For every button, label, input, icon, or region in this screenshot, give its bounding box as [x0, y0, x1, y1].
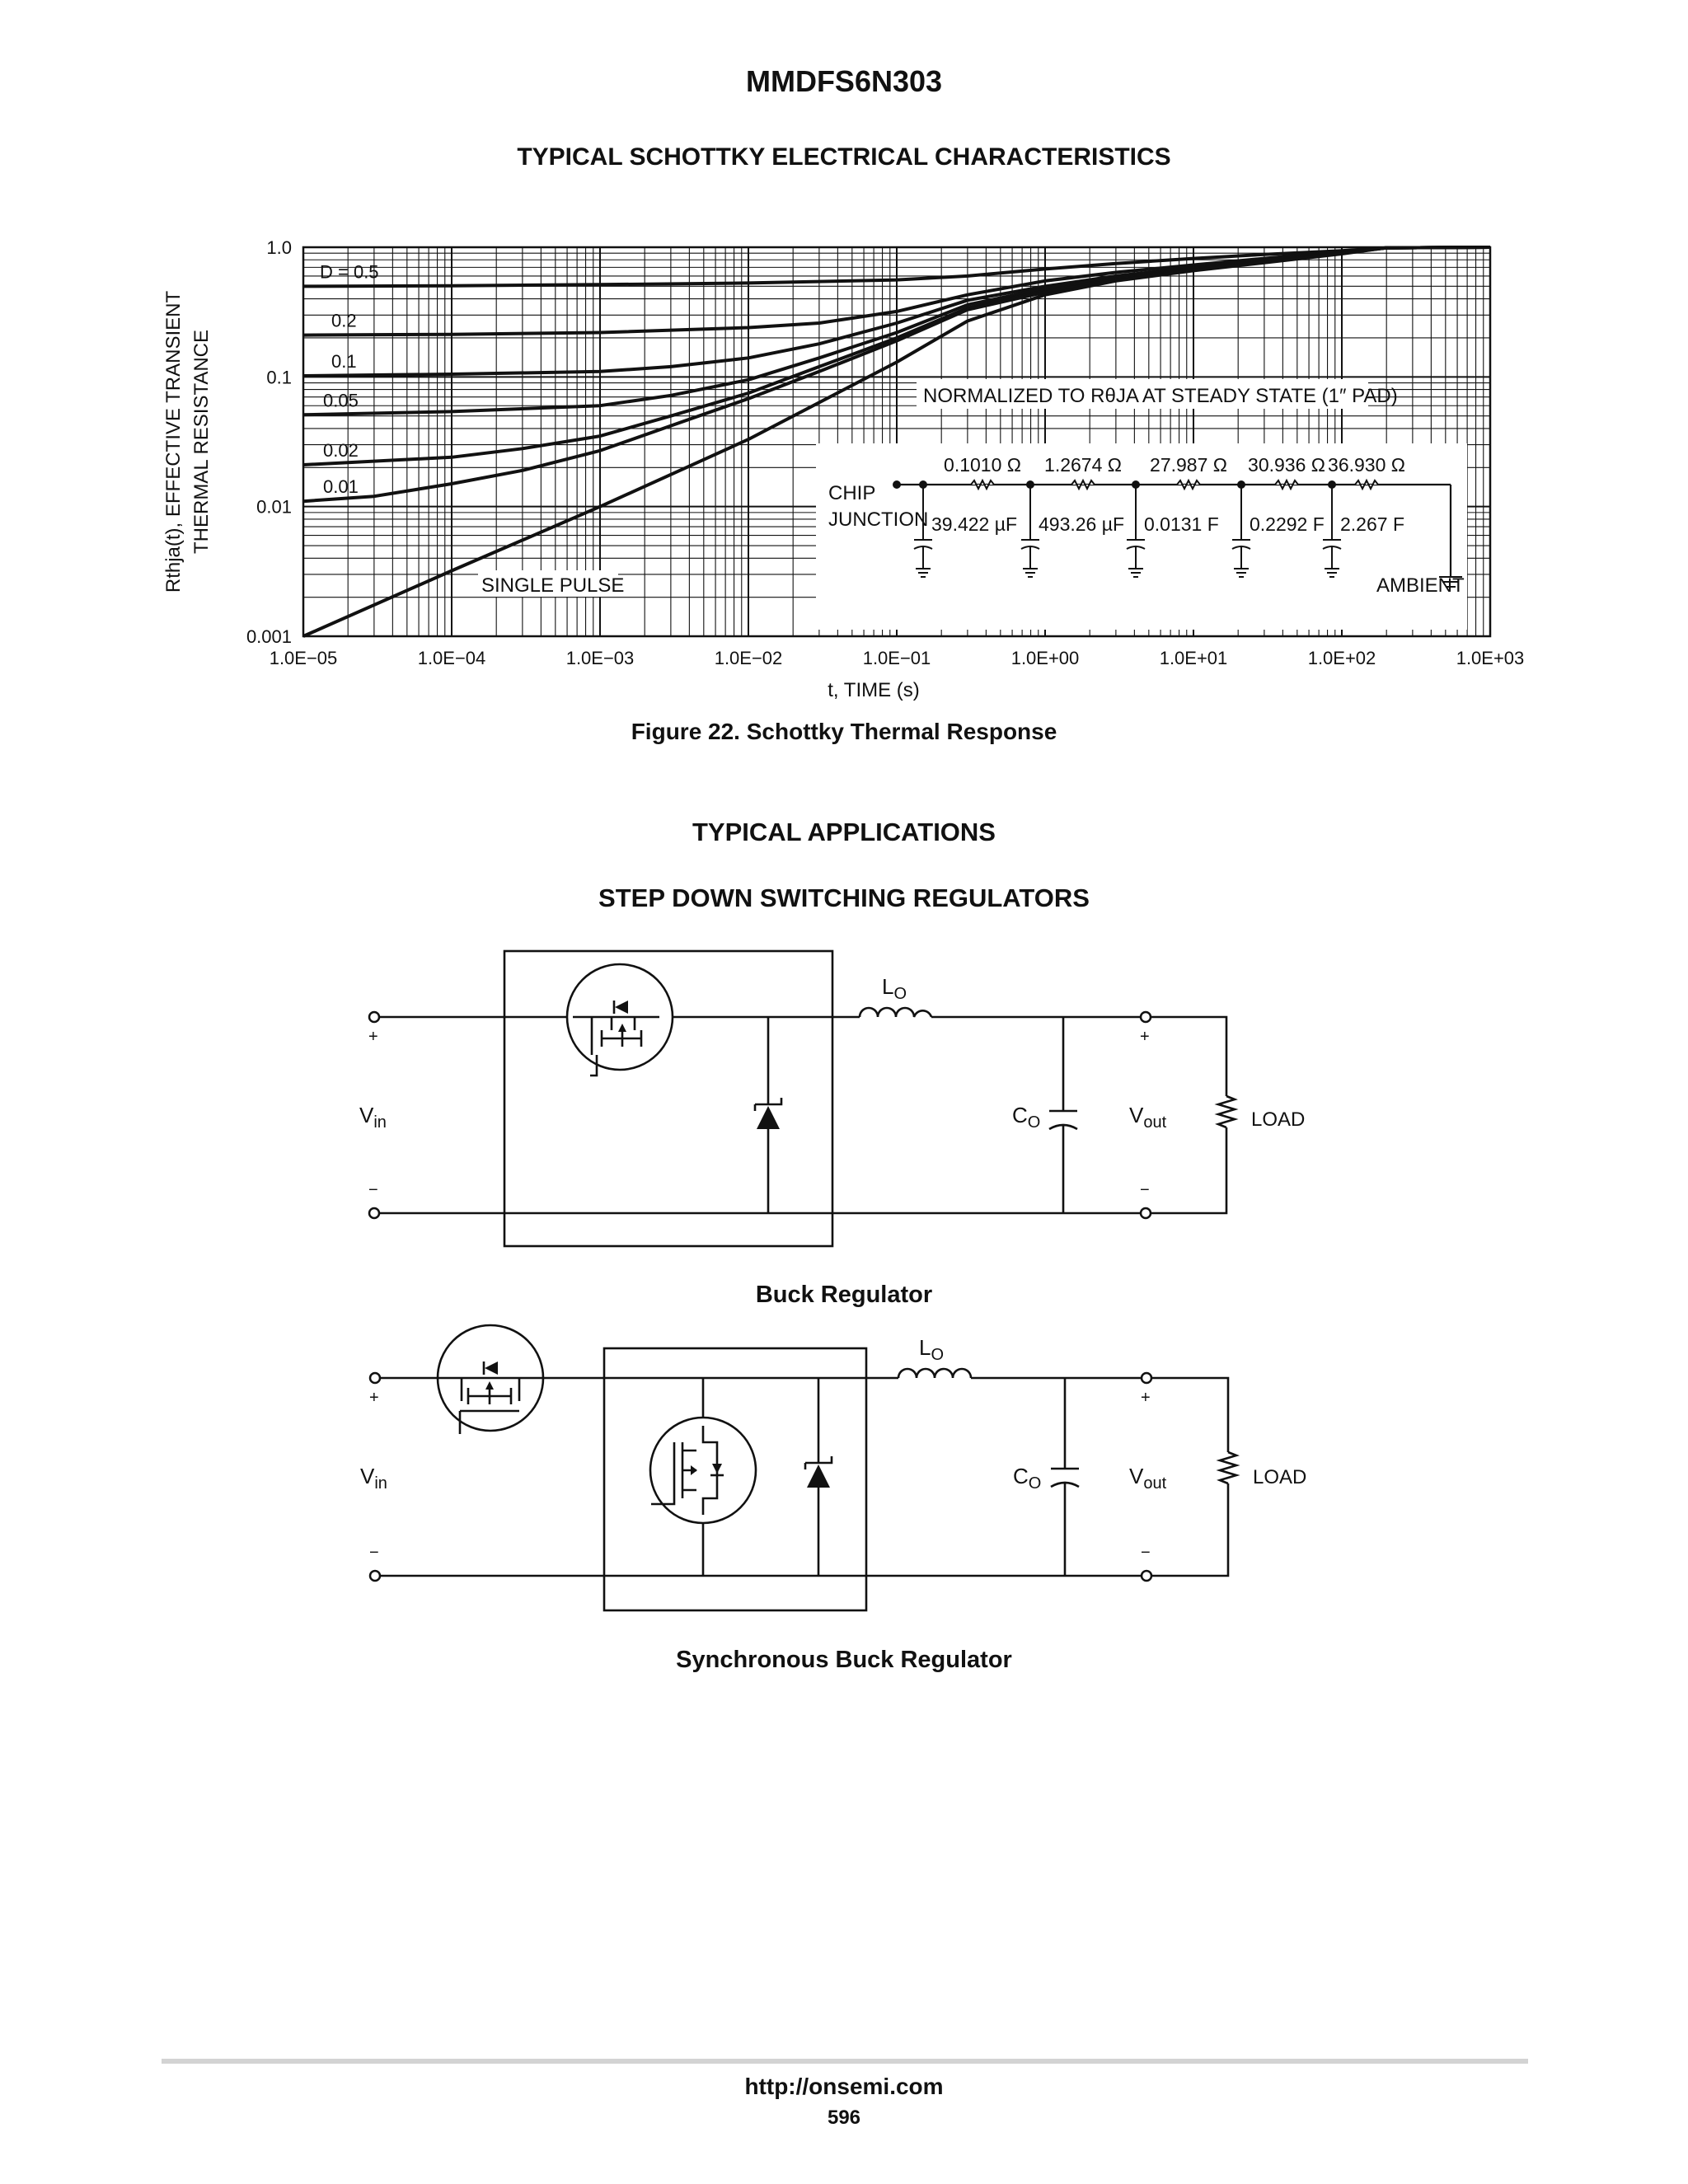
x-tick-label: 1.0E−03: [565, 648, 635, 668]
x-tick-label: 1.0E−02: [714, 648, 783, 668]
sync-cap-label: $C_O$: [1013, 1464, 1042, 1493]
document-title: MMDFS6N303: [745, 64, 943, 98]
series-label: D = 0.5: [320, 261, 379, 283]
buck-vout-minus: −: [1140, 1181, 1150, 1199]
y-tick-labels: [246, 237, 292, 647]
buck-vout-label: $V_{out}$: [1129, 1103, 1167, 1132]
x-tick-label: 1.0E+02: [1307, 648, 1376, 668]
resistor-label: 36.930 Ω: [1328, 454, 1405, 476]
capacitor-label: 39.422 µF: [931, 513, 1018, 535]
x-tick-label: 1.0E−04: [417, 648, 486, 668]
normalized-label: NORMALIZED TO RθJA AT STEADY STATE (1″ PAD): [923, 385, 1398, 407]
buck-inductor-label: $L_O$: [882, 974, 907, 1003]
sync-highside-mosfet: [437, 1325, 544, 1434]
sync-buck-caption: Synchronous Buck Regulator: [676, 1647, 1012, 1673]
sync-vout-plus-terminal: [1142, 1373, 1151, 1383]
figure-caption: Figure 22. Schottky Thermal Response: [631, 719, 1057, 744]
ambient-label: AMBIENT: [1376, 574, 1465, 597]
capacitor-label: 0.2292 F: [1250, 513, 1325, 535]
sync-vin-minus: −: [369, 1544, 379, 1562]
buck-vin-plus-terminal: [369, 1012, 379, 1022]
capacitor-label: 2.267 F: [1340, 513, 1404, 535]
series-label: 0.2: [331, 310, 357, 331]
sync-vout-plus: +: [1141, 1389, 1151, 1407]
sync-vout-label: $V_{out}$: [1129, 1464, 1167, 1493]
sync-vin-minus-terminal: [370, 1571, 380, 1581]
page-number: 596: [827, 2107, 861, 2129]
y-tick-label: 0.01: [256, 496, 292, 518]
sync-vin-label: $V_{in}$: [360, 1464, 387, 1493]
series-label: 0.1: [331, 350, 357, 372]
x-tick-label: 1.0E−01: [862, 648, 931, 668]
series-label: 0.01: [323, 476, 359, 498]
buck-vin-plus: +: [368, 1028, 378, 1046]
y-tick-label: 0.1: [266, 367, 292, 388]
sync-inductor-label: $L_O$: [919, 1335, 945, 1364]
capacitor-label: 493.26 µF: [1039, 513, 1125, 535]
chip-label: CHIP: [828, 482, 876, 504]
x-axis-label: t, TIME (s): [828, 679, 920, 701]
x-tick-label: 1.0E−05: [269, 648, 338, 668]
x-tick-label: 1.0E+03: [1456, 648, 1525, 668]
y-axis-label-line2: THERMAL RESISTANCE: [190, 329, 213, 555]
resistor-label: 30.936 Ω: [1248, 454, 1325, 476]
series-label: 0.05: [323, 390, 359, 411]
sync-load-label: LOAD: [1253, 1466, 1307, 1488]
y-tick-label: 0.001: [246, 626, 292, 647]
sync-vout-minus-terminal: [1142, 1571, 1151, 1581]
rc-network-inset: [816, 443, 1467, 630]
buck-vin-label: $V_{in}$: [359, 1103, 387, 1132]
buck-vout-minus-terminal: [1141, 1208, 1151, 1218]
resistor-label: 27.987 Ω: [1150, 454, 1227, 476]
thermal-response-chart: [0, 0, 1688, 725]
buck-vout-plus: +: [1140, 1028, 1150, 1046]
section-title: TYPICAL SCHOTTKY ELECTRICAL CHARACTERISTICS: [517, 143, 1171, 171]
buck-cap-label: $C_O$: [1012, 1103, 1041, 1132]
sync-inductor: [898, 1369, 971, 1378]
resistor-label: 1.2674 Ω: [1044, 454, 1122, 476]
buck-caption: Buck Regulator: [755, 1282, 933, 1308]
sync-vout-minus: −: [1141, 1544, 1151, 1562]
buck-regulator-schematic: [0, 931, 1688, 1261]
x-tick-label: 1.0E+01: [1159, 648, 1228, 668]
junction-label: JUNCTION: [828, 509, 929, 531]
y-tick-label: 1.0: [266, 237, 292, 258]
sync-buck-schematic: [0, 1319, 1688, 1648]
x-tick-labels: [270, 648, 1525, 668]
applications-title: TYPICAL APPLICATIONS: [692, 818, 996, 846]
buck-vout-plus-terminal: [1141, 1012, 1151, 1022]
sync-load-resistor: [1220, 1452, 1236, 1483]
buck-vin-minus: −: [368, 1181, 378, 1199]
buck-inductor: [860, 1008, 931, 1017]
applications-subtitle: STEP DOWN SWITCHING REGULATORS: [598, 883, 1090, 912]
capacitor-label: 0.0131 F: [1144, 513, 1219, 535]
sync-vin-plus-terminal: [370, 1373, 380, 1383]
y-axis-label-line1: Rthja(t), EFFECTIVE TRANSIENT: [162, 290, 185, 593]
buck-load-resistor: [1218, 1096, 1235, 1127]
series-label: 0.02: [323, 439, 359, 461]
sync-lowside-mosfet: [650, 1418, 756, 1523]
resistor-label: 0.1010 Ω: [944, 454, 1021, 476]
footer-divider: [162, 2059, 1528, 2064]
x-tick-label: 1.0E+00: [1010, 648, 1080, 668]
buck-mosfet: [567, 964, 673, 1076]
buck-vin-minus-terminal: [369, 1208, 379, 1218]
footer-url: http://onsemi.com: [744, 2074, 944, 2099]
single-pulse-label: SINGLE PULSE: [481, 574, 625, 597]
buck-load-label: LOAD: [1251, 1108, 1306, 1131]
sync-vin-plus: +: [369, 1389, 379, 1407]
buck-top-rail: [379, 1017, 1226, 1213]
